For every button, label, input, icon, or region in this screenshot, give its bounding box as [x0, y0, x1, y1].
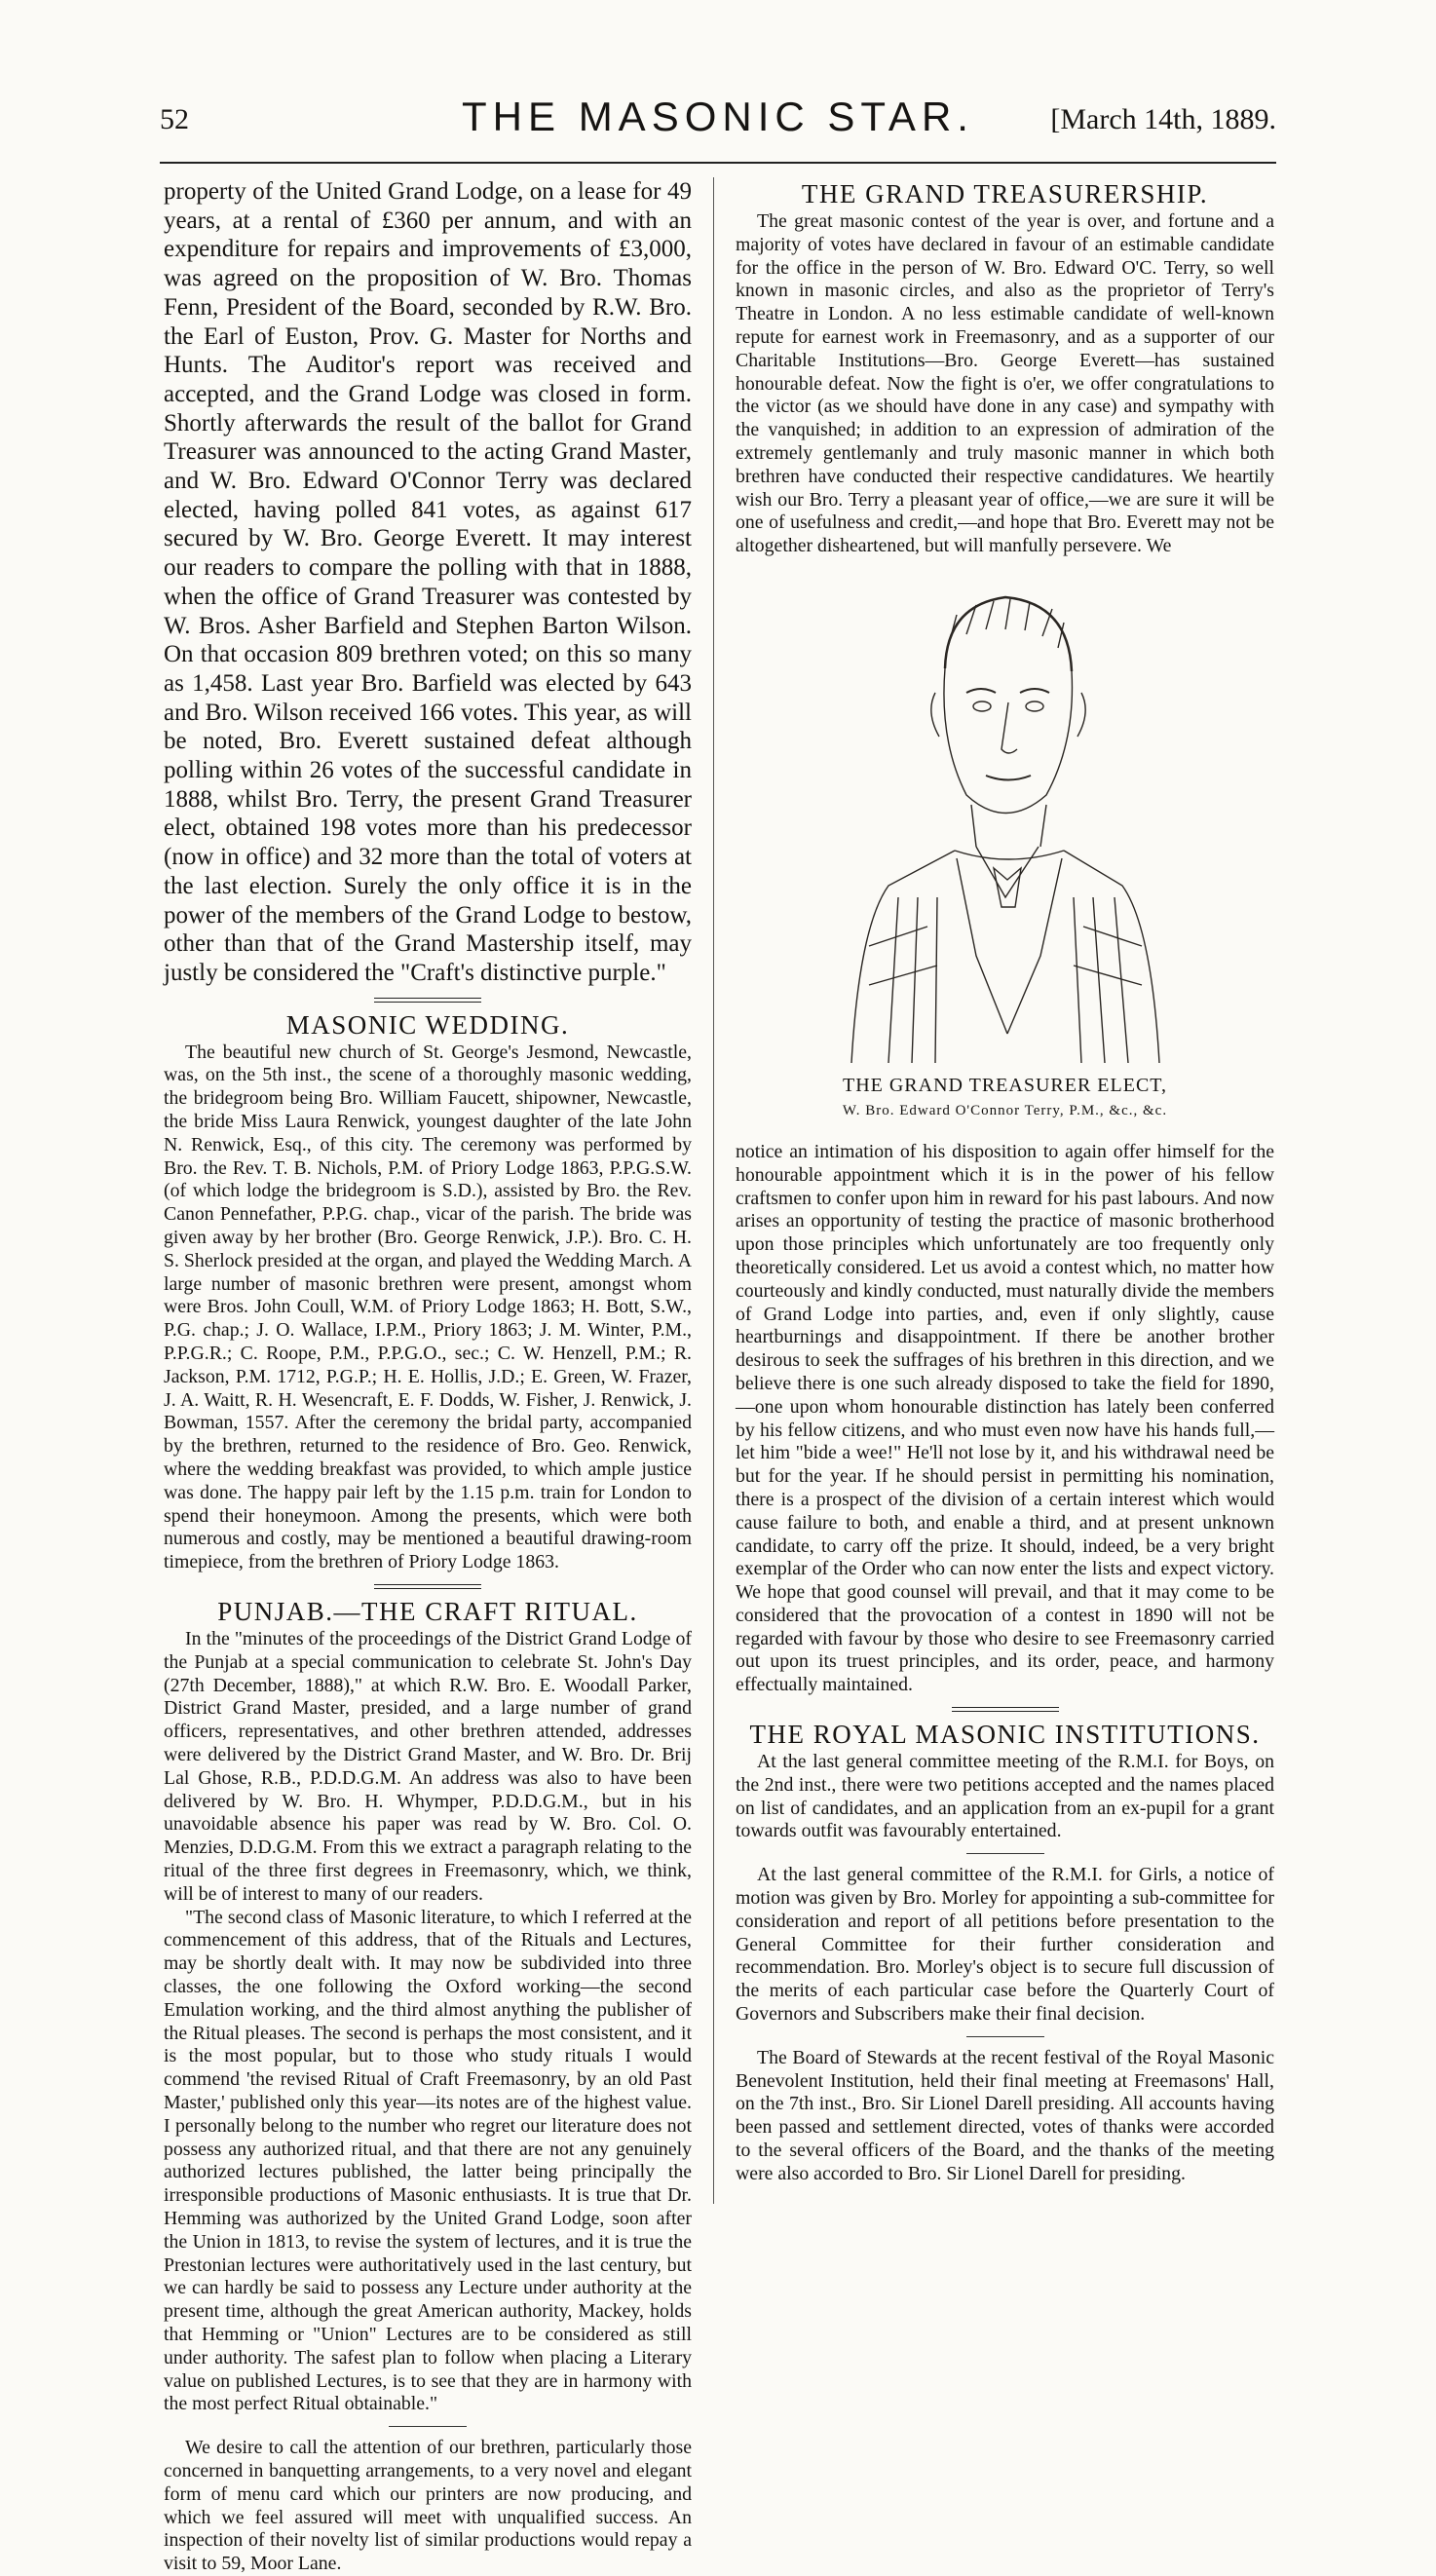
short-rule: [966, 1853, 1044, 1854]
short-rule: [389, 2426, 467, 2427]
wedding-article: The beautiful new church of St. George's Jesmond, Newcastle, was, on the 5th inst., the scene of a thoroughly masonic wedding, the bridegroom being Bro. William Faucett, shipowner, Newcastle, the bride Miss Laura Renwick, youngest daughter of the late John N. Renwick, Esq., of this city. The ceremony was performed by Bro. the Rev. T. B. Nichols, P.M. of Priory Lodge 1863, P.P.G.S.W. (of which lodge the bridegroom is S.D.), assisted by Bro. the Rev. Canon Pennefather, P.P.G. chap., vicar of the parish. The bride was given away by her brother (Bro. George Renwick, J.P.). Bro. C. H. S. Sherlock presided at the organ, and played the Wedding March. A large number of masonic brethren were present, amongst whom were Bros. John Coull, W.M. of Priory Lodge 1863; H. Bott, S.W., P.G. chap.; J. O. Wallace, I.P.M., Priory 1863; J. M. Winter, P.M., P.P.G.R.; C. Roope, P.M., P.P.G.O., sec.; C. W. Henzell, P.M.; R. Jackson, P.M. 1712, P.G.P.; H. E. Hollis, J.D.; E. Green, W. Frazer, J. A. Waitt, R. H. Wesencraft, E. F. Dodds, W. Fisher, J. Renwick, J. Bowman, 1557. After the ceremony the bridal party, accompanied by the brethren, returned to the residence of Bro. Geo. Renwick, where the wedding breakfast was provided, to which ample justice was done. The happy pair left by the 1.15 p.m. train for London to spend their honeymoon. Among the presents, which were both numerous and costly, may be mentioned a beautiful drawing-room timepiece, from the brethren of Priory Lodge 1863.: [164, 1041, 692, 1573]
portrait-caption-name: W. Bro. Edward O'Connor Terry, P.M., &c., &c.: [842, 1102, 1168, 1118]
publication-title: THE MASONIC STAR.: [462, 94, 974, 139]
menu-card-notice: We desire to call the attention of our brethren, particularly those concerned in banquetting arrangements, to a very novel and elegant form of menu card which our printers are now producing, and which we feel assured will meet with unqualified success. An inspection of their novelty list of similar productions would repay a visit to 59, Moor Lane.: [164, 2437, 692, 2575]
short-rule: [966, 2036, 1044, 2037]
wedding-heading: MASONIC WEDDING.: [285, 1009, 570, 1040]
punjab-paragraph: In the "minutes of the proceedings of the District Grand Lodge of the Punjab at a special communication to celebrate St. John's Day (27th December, 1888)," at which R.W. Bro. E. Woodall Parker, District Grand Master, presided, and a large number of grand officers, representatives, and other brethren attended, addresses were delivered by the District Grand Master, and W. Bro. Dr. Brij Lal Ghose, R.B., P.D.D.G.M. An address was also to have been delivered by W. Bro. H. Whymper, P.D.D.G.M., but in his unavoidable absence his paper was read by W. Bro. Col. O. Menzies, D.D.G.M. From this we extract a paragraph relating to the ritual of the three first degrees in Freemasonry, which, we think, will be of interest to many of our readers.: [164, 1628, 692, 1905]
header-rule: [160, 162, 1276, 164]
treasurership-heading: THE GRAND TREASURERSHIP.: [801, 179, 1209, 208]
section-rule: [374, 998, 481, 1003]
section-rule: [952, 1707, 1059, 1712]
section-rule: [374, 1584, 481, 1589]
treasurership-continuation: notice an intimation of his disposition to again offer himself for the honourable appointment which it is in the power of his fellow craftsmen to confer upon him in reward for his past labours. And now arises an opportunity of testing the practice of masonic brotherhood upon those principles which unfortunately are too frequently only theoretically considered. Let us avoid a contest which, no matter how courteously and kindly conducted, must naturally divide the members of Grand Lodge into parties, and, even if only slightly, cause heartburnings and disappointment. If there be another brother desirous to seek the suffrages of his brethren in this direction, and we believe there is one such already disposed to take the field for 1890,—one upon whom honourable distinction has lately been conferred by his fellow citizens, and who must even now have his hands full,—let him "bide a wee!" He'll not lose by it, and his withdrawal need be but for the year. If he should persist in permitting his nomination, there is a prospect of the division of a certain interest which would cause failure to both, and enable a third, and at present unknown candidate, to carry off the prize. It should, indeed, be a very bright exemplar of the Order who can now enter the lists and expect victory. We hope that good counsel will prevail, and that it may come to be considered that the provocation of a contest in 1890 will not be regarded with favour by those who desire to see Freemasonry carried out upon its truest principles, and its order, peace, and harmony effectually maintained.: [736, 1140, 1274, 1696]
issue-date: [March 14th, 1889.: [1050, 103, 1276, 135]
portrait-caption-title: THE GRAND TREASURER ELECT,: [842, 1074, 1168, 1096]
column-divider: [713, 177, 714, 2204]
royal-benevolent-paragraph: The Board of Stewards at the recent festival of the Royal Masonic Benevolent Institution, held their final meeting at Freemasons' Hall, on the 7th inst., Bro. Sir Lionel Darell presiding. All accounts having been passed and settlement directed, votes of thanks were accorded to the several officers of the Board, and the thanks of the meeting were also accorded to Bro. Sir Lionel Darell for presiding.: [736, 2046, 1274, 2184]
ballot-article-continuation: property of the United Grand Lodge, on a lease for 49 years, at a rental of £360 per annum, and with an expenditure for repairs and improvements of £3,000, was agreed on the proposition of W. Bro. Thomas Fenn, President of the Board, seconded by R.W. Bro. the Earl of Euston, Prov. G. Master for Norths and Hunts. The Auditor's report was received and accepted, and the Grand Lodge was closed in form. Shortly afterwards the result of the ballot for Grand Treasurer was announced to the acting Grand Master, and W. Bro. Edward O'Connor Terry was declared elected, having polled 841 votes, as against 617 secured by W. Bro. George Everett. It may interest our readers to compare the polling with that in 1888, when the office of Grand Treasurer was contested by W. Bros. Asher Barfield and Stephen Barton Wilson. On that occasion 809 brethren voted; on this so many as 1,458. Last year Bro. Barfield was elected by 643 and Bro. Wilson received 166 votes. This year, as will be noted, Bro. Everett sustained defeat although polling within 26 votes of the successful candidate in 1888, whilst Bro. Terry, the present Grand Treasurer elect, obtained 198 votes more than his predecessor (now in office) and 32 more than the total of voters at the last election. Surely the only office it is in the power of the members of the Grand Lodge to bestow, other than that of the Grand Mastership itself, may justly be considered the "Craft's distinctive purple.": [164, 178, 692, 986]
royal-girls-paragraph: At the last general committee of the R.M.I. for Girls, a notice of motion was given by Bro. Morley for appointing a sub-committee for consideration and report of all petitions before presentation to the General Committee for their further consideration and recommendation. Bro. Morley's object is to secure full discussion of the merits of each particular case before the Quarterly Court of Governors and Subscribers make their final decision.: [736, 1864, 1274, 2026]
portrait-engraving: [830, 576, 1181, 1063]
punjab-heading: PUNJAB.—THE CRAFT RITUAL.: [217, 1597, 638, 1627]
punjab-quote: "The second class of Masonic literature, to which I referred at the commencement of this address, that of the Rituals and Lectures, may be shortly dealt with. It may now be subdivided into three classes, the one following the Oxford working—the second Emulation working, and the third almost anything the publisher of the Ritual pleases. The second is perhaps the most consistent, and it is the most popular, but to those who study rituals I would commend 'the revised Ritual of Craft Freemasonry, by an old Past Master,' published only this year—its notes are of the highest value. I personally belong to the number who regret our literature does not possess any authorized ritual, and that there are not any genuinely authorized lectures published, the latter being principally the irresponsible productions of Masonic enthusiasts. It is true that Dr. Hemming was authorized by the United Grand Lodge, soon after the Union in 1813, to revise the system of lectures, and it is true the Prestonian lectures were authoritatively used in the last century, but we can hardly be said to possess any Lecture under authority at the present time, although the great American authority, Mackey, holds that Hemming or "Union" Lectures are to be considered as still under authority. The safest plan to follow when placing a Literary value on published Lectures, is to see that they are in harmony with the most perfect Ritual obtainable.": [164, 1906, 692, 2415]
right-column: [736, 177, 1274, 2186]
treasurership-paragraph: The great masonic contest of the year is over, and fortune and a majority of votes have declared in favour of an estimable candidate for the office in the person of W. Bro. Edward O'C. Terry, so well known in masonic circles, and also as the proprietor of Terry's Theatre in London. A no less estimable candidate of well-known repute for earnest work in Freemasonry, and as a supporter of our Charitable Institutions—Bro. George Everett—has sustained honourable defeat. Now the fight is o'er, we offer congratulations to the victor (as we should have done in any case) and sympathy with the vanquished; in addition to an expression of admiration of the extremely gentlemanly and truly masonic manner in which both brethren have conducted their respective candidatures. We heartily wish our Bro. Terry a pleasant year of office,—we are sure it will be one of usefulness and credit,—and hope that Bro. Everett may not be altogether disheartened, but will manfully persevere. We: [736, 210, 1274, 557]
royal-boys-paragraph: At the last general committee meeting of the R.M.I. for Boys, on the 2nd inst., there were two petitions accepted and the names placed on list of candidates, and an application from an ex-pupil for a grant towards outfit was favourably entertained.: [736, 1751, 1274, 1842]
left-column: [164, 177, 692, 2576]
page-number: 52: [160, 103, 189, 135]
royal-institutions-heading: THE ROYAL MASONIC INSTITUTIONS.: [749, 1720, 1261, 1750]
masthead: [160, 94, 1276, 152]
